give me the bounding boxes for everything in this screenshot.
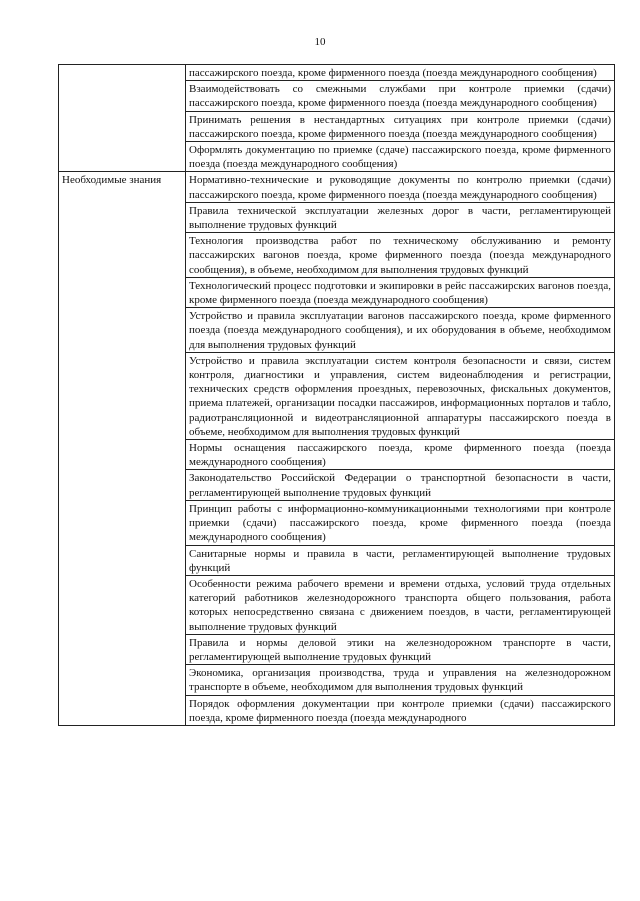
table-cell: Технологический процесс подготовки и экипировки в рейс пассажирских вагонов поезда, кроме фирменного поезда (поезда международного сообщения): [186, 277, 615, 307]
requirements-table: [58, 64, 615, 726]
table-cell: Экономика, организация производства, труда и управления на железнодорожном транспорте в объеме, необходимом для выполнения трудовых функций: [186, 665, 615, 695]
table-cell-truncated: [186, 695, 615, 725]
label-cell-empty: [59, 65, 186, 172]
table-row: [59, 172, 615, 202]
table-cell: Технология производства работ по техническому обслуживанию и ремонту пассажирских вагонов поезда, кроме фирменного поезда (поезда международного сообщения), в объеме, необходимом для выполнения трудовых функций: [186, 233, 615, 278]
cell-text: Порядок оформления документации при контроле приемки (сдачи) пассажирского поезда, кроме фирменного поезда (поезда международного: [189, 697, 611, 724]
table-cell: Нормы оснащения пассажирского поезда, кроме фирменного поезда (поезда международного сообщения): [186, 440, 615, 470]
table-cell: Нормативно-технические и руководящие документы по контролю приемки (сдачи) пассажирского поезда, кроме фирменного поезда (поезда международного сообщения): [186, 172, 615, 202]
table-cell: Правила технической эксплуатации железных дорог в части, регламентирующей выполнение трудовых функций: [186, 202, 615, 232]
page-number: 10: [314, 36, 326, 48]
table-cell: Особенности режима рабочего времени и времени отдыха, условий труда отдельных категорий работников железнодорожного транспорта общего пользования, работа которых непосредственно связана с движением поездов, в части, регламентирующей выполнение трудовых функций: [186, 575, 615, 634]
table-cell: Санитарные нормы и правила в части, регламентирующей выполнение трудовых функций: [186, 545, 615, 575]
table-cell: пассажирского поезда, кроме фирменного поезда (поезда международного сообщения): [186, 65, 615, 81]
table-cell: Устройство и правила эксплуатации вагонов пассажирского поезда, кроме фирменного поезда (поезда международного сообщения), и их оборудования в объеме, необходимом для выполнения трудовых функций: [186, 308, 615, 353]
required-knowledge-label: Необходимые знания: [59, 172, 186, 725]
table-cell: Законодательство Российской Федерации о транспортной безопасности в части, регламентирующей выполнение трудовых функций: [186, 470, 615, 500]
table-cell: Устройство и правила эксплуатации систем контроля безопасности и связи, систем контроля, диагностики и управления, систем видеонаблюдения и регистрации, технических средств оформления проездных, перевозочных, фискальных документов, приема платежей, организации посадки пассажиров, информационных порталов и табло, радиотрансляционной и видеотрансляционной аппаратуры пассажирского поезда в объеме, необходимом для выполнения трудовых функций: [186, 352, 615, 439]
table-cell: Оформлять документацию по приемке (сдаче) пассажирского поезда, кроме фирменного поезда (поезда международного сообщения): [186, 142, 615, 172]
table-cell: Взаимодействовать со смежными службами при контроле приемки (сдачи) пассажирского поезда, кроме фирменного поезда (поезда международного сообщения): [186, 81, 615, 111]
table-row: [59, 65, 615, 81]
table-cell: Правила и нормы деловой этики на железнодорожном транспорте в части, регламентирующей выполнение трудовых функций: [186, 634, 615, 664]
table-cell: Принцип работы с информационно-коммуникационными технологиями при контроле приемки (сдачи) пассажирского поезда, кроме фирменного поезда (поезда международного сообщения): [186, 500, 615, 545]
table-cell: Принимать решения в нестандартных ситуациях при контроле приемки (сдачи) пассажирского поезда, кроме фирменного поезда (поезда международного сообщения): [186, 111, 615, 141]
